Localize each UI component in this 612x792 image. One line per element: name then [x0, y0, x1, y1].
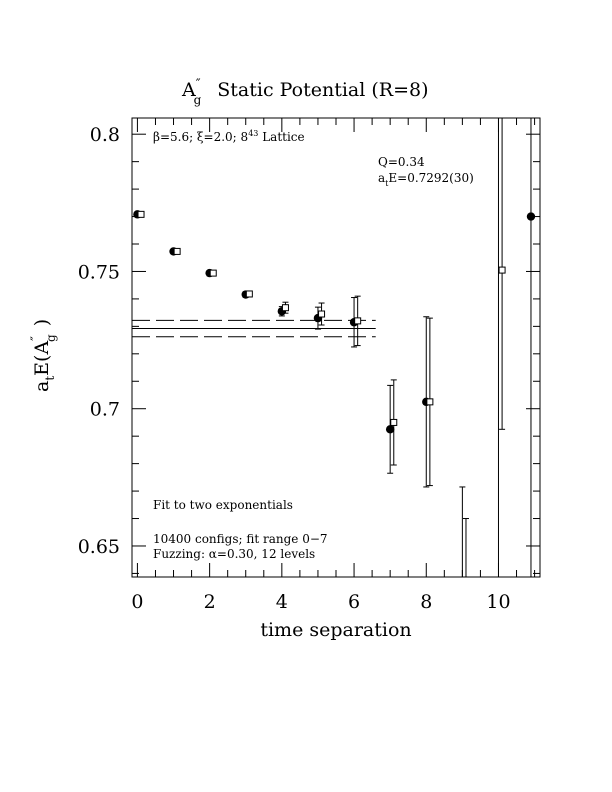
- y-tick-label: 0.65: [77, 535, 120, 558]
- x-tick-label: 10: [486, 591, 511, 613]
- data-point-square: [138, 211, 144, 217]
- x-tick-label: 2: [203, 591, 216, 613]
- y-tick-labels: [78, 124, 120, 558]
- configs-note: 10400 configs; fit range 0−7: [153, 532, 328, 546]
- x-axis-label: time separation: [260, 619, 412, 641]
- x-tick-label: 6: [348, 591, 361, 613]
- fit-band: [132, 320, 376, 336]
- y-tick-label: 0.75: [77, 261, 120, 284]
- fuzzing-note: Fuzzing: α=0.30, 12 levels: [153, 547, 316, 561]
- data-point-square: [499, 267, 505, 273]
- svg-text:atE(A″g): $a_tE(A''g)$: [29, 318, 58, 392]
- chart-title: A″ g Static Potential (R=8): [182, 77, 429, 107]
- fit-energy-label: $a_tE=0.7292(30)$: [378, 171, 474, 188]
- x-tick-label: 4: [275, 591, 288, 613]
- data-point-square: [391, 419, 397, 425]
- data-point-circle: [386, 425, 394, 433]
- y-tick-label: 0.8: [89, 124, 120, 147]
- data-point-square: [174, 248, 180, 254]
- data-point-square: [246, 291, 252, 297]
- data-point-square: [282, 305, 288, 311]
- q-value-label: Q=0.34: [378, 155, 425, 169]
- x-tick-label: 8: [420, 591, 433, 613]
- data-point-square: [210, 270, 216, 276]
- y-tick-label: 0.7: [89, 398, 120, 421]
- fit-method-note: Fit to two exponentials: [153, 498, 293, 512]
- data-point-circle: [527, 212, 535, 220]
- data-point-square: [355, 318, 361, 324]
- data-point-square: [319, 311, 325, 317]
- x-tick-labels: [131, 591, 510, 613]
- x-tick-label: 0: [131, 591, 144, 613]
- lattice-label: β=5.6; ξ=2.0; $8^43$ Lattice: [153, 129, 305, 144]
- y-axis-label: [29, 319, 58, 392]
- data-point-square: [427, 399, 433, 405]
